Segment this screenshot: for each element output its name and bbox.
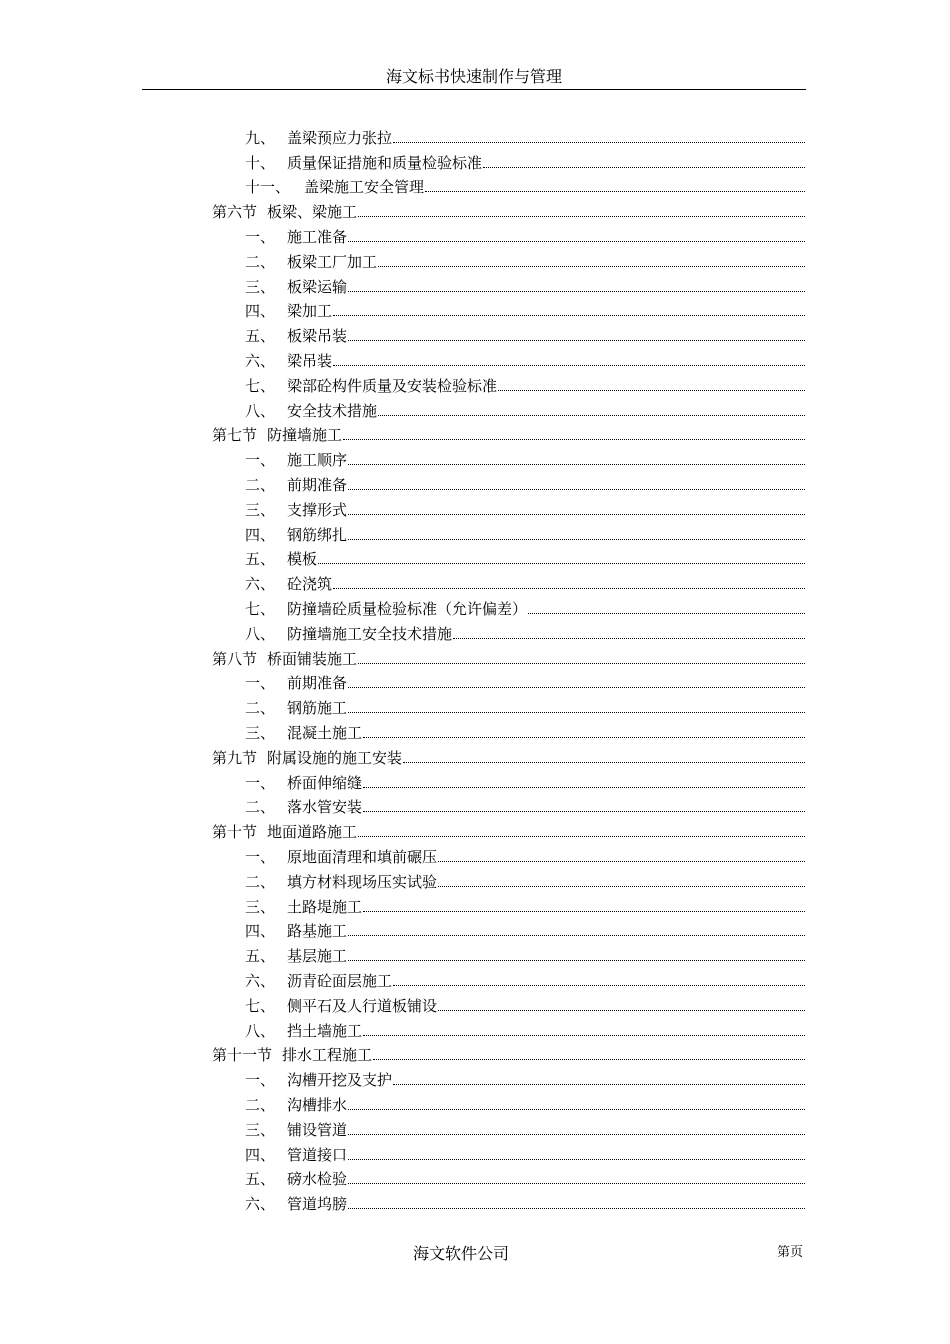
toc-subsection-entry[interactable] <box>212 1092 805 1117</box>
toc-entry-number: 四、 <box>245 302 276 321</box>
toc-entry-title: 施工顺序 <box>287 451 348 470</box>
toc-entry-number: 一、 <box>245 674 276 693</box>
toc-section-entry[interactable] <box>212 745 805 770</box>
toc-subsection-entry[interactable] <box>212 274 805 299</box>
toc-entry-number: 八、 <box>245 624 276 643</box>
toc-entry-title: 铺设管道 <box>287 1120 348 1139</box>
toc-dot-leader <box>393 985 805 986</box>
toc-entry-title: 安全技术措施 <box>287 401 378 420</box>
toc-subsection-entry[interactable] <box>212 522 805 547</box>
toc-dot-leader <box>348 489 805 490</box>
page-header-title: 海文标书快速制作与管理 <box>385 67 562 86</box>
toc-subsection-entry[interactable] <box>212 348 805 373</box>
toc-subsection-entry[interactable] <box>212 175 805 200</box>
toc-entry-title: 侧平石及人行道板铺设 <box>287 996 438 1015</box>
toc-entry-number: 五、 <box>245 1170 276 1189</box>
toc-entry-title: 前期准备 <box>287 476 348 495</box>
toc-entry-title: 板梁吊装 <box>287 327 348 346</box>
toc-dot-leader <box>348 1134 805 1135</box>
toc-subsection-entry[interactable] <box>212 398 805 423</box>
toc-entry-title: 梁加工 <box>287 302 333 321</box>
toc-entry-title: 混凝土施工 <box>287 724 363 743</box>
toc-dot-leader <box>348 514 805 515</box>
toc-dot-leader <box>363 811 805 812</box>
toc-dot-leader <box>348 960 805 961</box>
toc-entry-title: 桥面铺装施工 <box>267 649 358 668</box>
toc-subsection-entry[interactable] <box>212 1166 805 1191</box>
toc-entry-title: 土路堤施工 <box>287 897 363 916</box>
toc-entry-title: 防撞墙施工安全技术措施 <box>287 624 453 643</box>
toc-entry-number: 七、 <box>245 996 276 1015</box>
toc-subsection-entry[interactable] <box>212 497 805 522</box>
toc-entry-number: 七、 <box>245 600 276 619</box>
toc-subsection-entry[interactable] <box>212 695 805 720</box>
toc-subsection-entry[interactable] <box>212 472 805 497</box>
toc-entry-title: 支撑形式 <box>287 500 348 519</box>
toc-subsection-entry[interactable] <box>212 894 805 919</box>
toc-entry-title: 前期准备 <box>287 674 348 693</box>
toc-entry-number: 一、 <box>245 451 276 470</box>
toc-subsection-entry[interactable] <box>212 671 805 696</box>
toc-entry-number: 一、 <box>245 1071 276 1090</box>
toc-entry-number: 三、 <box>245 277 276 296</box>
toc-entry-number: 三、 <box>245 500 276 519</box>
toc-subsection-entry[interactable] <box>212 621 805 646</box>
toc-subsection-entry[interactable] <box>212 571 805 596</box>
toc-subsection-entry[interactable] <box>212 1142 805 1167</box>
toc-entry-number: 十一、 <box>245 178 291 197</box>
toc-dot-leader <box>528 613 805 614</box>
toc-entry-title: 质量保证措施和质量检验标准 <box>287 153 483 172</box>
toc-entry-number: 二、 <box>245 872 276 891</box>
toc-subsection-entry[interactable] <box>212 720 805 745</box>
toc-dot-leader <box>343 439 805 440</box>
toc-entry-number: 第九节 <box>212 748 258 767</box>
toc-entry-number: 二、 <box>245 699 276 718</box>
toc-entry-number: 四、 <box>245 1145 276 1164</box>
toc-entry-title: 管道坞膀 <box>287 1195 348 1214</box>
toc-subsection-entry[interactable] <box>212 1067 805 1092</box>
toc-subsection-entry[interactable] <box>212 447 805 472</box>
toc-entry-title: 盖梁预应力张拉 <box>287 128 393 147</box>
toc-dot-leader <box>318 563 805 564</box>
header-rule <box>142 89 806 90</box>
toc-entry-number: 五、 <box>245 550 276 569</box>
toc-entry-title: 挡土墙施工 <box>287 1021 363 1040</box>
toc-entry-title: 施工准备 <box>287 228 348 247</box>
toc-subsection-entry[interactable] <box>212 869 805 894</box>
toc-entry-number: 六、 <box>245 971 276 990</box>
toc-dot-leader <box>453 638 805 639</box>
toc-dot-leader <box>358 836 805 837</box>
toc-dot-leader <box>348 539 805 540</box>
toc-entry-title: 梁部砼构件质量及安装检验标准 <box>287 376 498 395</box>
toc-dot-leader <box>363 787 805 788</box>
toc-dot-leader <box>348 1159 805 1160</box>
toc-entry-number: 七、 <box>245 376 276 395</box>
toc-entry-title: 地面道路施工 <box>267 823 358 842</box>
toc-entry-number: 十、 <box>245 153 276 172</box>
toc-entry-title: 磅水检验 <box>287 1170 348 1189</box>
toc-entry-number: 二、 <box>245 252 276 271</box>
toc-dot-leader <box>348 291 805 292</box>
toc-subsection-entry[interactable] <box>212 323 805 348</box>
toc-subsection-entry[interactable] <box>212 125 805 150</box>
toc-dot-leader <box>498 390 805 391</box>
toc-dot-leader <box>363 737 805 738</box>
toc-entry-number: 一、 <box>245 228 276 247</box>
toc-entry-title: 附属设施的施工安装 <box>267 748 403 767</box>
toc-dot-leader <box>348 687 805 688</box>
toc-entry-number: 第六节 <box>212 203 258 222</box>
toc-section-entry[interactable] <box>212 199 805 224</box>
toc-dot-leader <box>348 712 805 713</box>
toc-dot-leader <box>393 142 805 143</box>
toc-dot-leader <box>403 762 805 763</box>
toc-dot-leader <box>348 340 805 341</box>
toc-subsection-entry[interactable] <box>212 224 805 249</box>
toc-entry-number: 第十一节 <box>212 1046 273 1065</box>
toc-subsection-entry[interactable] <box>212 596 805 621</box>
toc-entry-title: 沟槽排水 <box>287 1095 348 1114</box>
toc-entry-number: 三、 <box>245 724 276 743</box>
toc-dot-leader <box>438 1010 805 1011</box>
toc-entry-number: 四、 <box>245 525 276 544</box>
toc-subsection-entry[interactable] <box>212 993 805 1018</box>
toc-dot-leader <box>333 365 805 366</box>
toc-entry-title: 沥青砼面层施工 <box>287 971 393 990</box>
toc-section-entry[interactable] <box>212 646 805 671</box>
toc-entry-number: 第七节 <box>212 426 258 445</box>
toc-entry-title: 防撞墙砼质量检验标准（允许偏差） <box>287 600 528 619</box>
toc-dot-leader <box>378 415 805 416</box>
toc-subsection-entry[interactable] <box>212 795 805 820</box>
toc-dot-leader <box>438 886 805 887</box>
toc-entry-number: 一、 <box>245 773 276 792</box>
toc-dot-leader <box>363 911 805 912</box>
toc-dot-leader <box>373 1059 805 1060</box>
toc-subsection-entry[interactable] <box>212 1191 805 1216</box>
toc-entry-title: 原地面清理和填前碾压 <box>287 848 438 866</box>
toc-entry-title: 排水工程施工 <box>282 1046 373 1065</box>
toc-dot-leader <box>425 191 805 192</box>
toc-dot-leader <box>348 1183 805 1184</box>
toc-dot-leader <box>483 167 805 168</box>
toc-subsection-entry[interactable] <box>212 299 805 324</box>
toc-subsection-entry[interactable] <box>212 373 805 398</box>
toc-entry-number: 五、 <box>245 947 276 966</box>
toc-entry-title: 桥面伸缩缝 <box>287 773 363 792</box>
toc-dot-leader <box>438 861 805 862</box>
toc-entry-number: 二、 <box>245 798 276 817</box>
toc-dot-leader <box>348 241 805 242</box>
toc-entry-title: 砼浇筑 <box>287 575 333 594</box>
toc-entry-title: 板梁工厂加工 <box>287 252 378 271</box>
toc-subsection-entry[interactable] <box>212 1117 805 1142</box>
toc-entry-number: 第八节 <box>212 649 258 668</box>
toc-dot-leader <box>393 1084 805 1085</box>
toc-subsection-entry[interactable] <box>212 844 805 869</box>
toc-subsection-entry[interactable] <box>212 249 805 274</box>
toc-subsection-entry[interactable] <box>212 150 805 175</box>
toc-entry-number: 二、 <box>245 1095 276 1114</box>
toc-dot-leader <box>333 315 805 316</box>
toc-entry-title: 落水管安装 <box>287 798 363 817</box>
toc-entry-title: 基层施工 <box>287 947 348 966</box>
toc-dot-leader <box>348 1208 805 1209</box>
toc-dot-leader <box>378 266 805 267</box>
toc-entry-title: 管道接口 <box>287 1145 348 1164</box>
toc-entry-title: 板梁、梁施工 <box>267 203 358 222</box>
toc-entry-number: 三、 <box>245 1120 276 1139</box>
toc-section-entry[interactable] <box>212 819 805 844</box>
toc-entry-number: 六、 <box>245 352 276 371</box>
toc-entry-number: 六、 <box>245 575 276 594</box>
toc-subsection-entry[interactable] <box>212 547 805 572</box>
toc-section-entry[interactable] <box>212 423 805 448</box>
toc-dot-leader <box>348 935 805 936</box>
toc-subsection-entry[interactable] <box>212 943 805 968</box>
toc-entry-number: 四、 <box>245 922 276 941</box>
footer-page-label: 第页 <box>777 1245 804 1260</box>
toc-entry-title: 路基施工 <box>287 922 348 941</box>
toc-subsection-entry[interactable] <box>212 770 805 795</box>
toc-entry-number: 六、 <box>245 1195 276 1214</box>
toc-entry-number: 八、 <box>245 401 276 420</box>
toc-entry-title: 盖梁施工安全管理 <box>304 178 425 197</box>
toc-entry-title: 填方材料现场压实试验 <box>287 872 438 891</box>
table-of-contents <box>212 125 805 1216</box>
toc-dot-leader <box>333 588 805 589</box>
footer-company: 海文软件公司 <box>412 1244 509 1263</box>
toc-entry-number: 一、 <box>245 848 276 866</box>
toc-entry-number: 三、 <box>245 897 276 916</box>
toc-dot-leader <box>348 1109 805 1110</box>
toc-dot-leader <box>348 464 805 465</box>
toc-entry-title: 板梁运输 <box>287 277 348 296</box>
toc-entry-number: 二、 <box>245 476 276 495</box>
toc-entry-title: 梁吊装 <box>287 352 333 371</box>
toc-entry-number: 五、 <box>245 327 276 346</box>
toc-subsection-entry[interactable] <box>212 1018 805 1043</box>
toc-dot-leader <box>363 1035 805 1036</box>
toc-entry-title: 钢筋施工 <box>287 699 348 718</box>
toc-entry-title: 防撞墙施工 <box>267 426 343 445</box>
toc-subsection-entry[interactable] <box>212 919 805 944</box>
toc-entry-number: 第十节 <box>212 823 258 842</box>
toc-entry-title: 模板 <box>287 550 318 569</box>
toc-subsection-entry[interactable] <box>212 968 805 993</box>
toc-entry-title: 沟槽开挖及支护 <box>287 1071 393 1090</box>
toc-section-entry[interactable] <box>212 1042 805 1067</box>
toc-dot-leader <box>358 216 805 217</box>
toc-dot-leader <box>358 663 805 664</box>
toc-entry-title: 钢筋绑扎 <box>287 525 348 544</box>
toc-entry-number: 八、 <box>245 1021 276 1040</box>
toc-entry-number: 九、 <box>245 128 276 147</box>
